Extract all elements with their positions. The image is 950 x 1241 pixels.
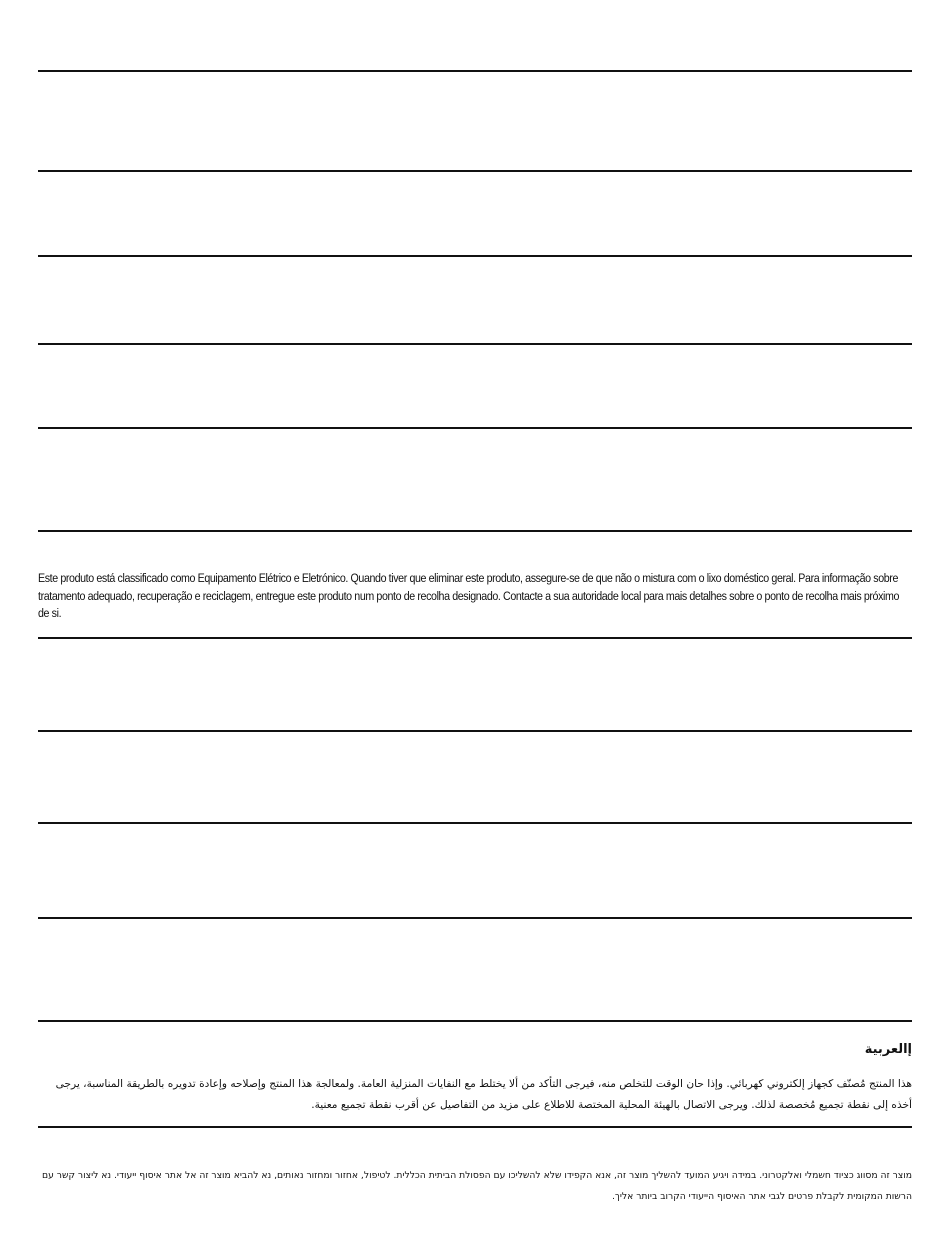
portuguese-disposal-notice: Este produto está classificado como Equipamento Elétrico e Eletrónico. Quando tiver que eliminar este produto, assegure-se de que não o mistura com o lixo doméstico geral. Para informação sobre tratamento adequado, recuperação e reciclagem, entregue este produto num ponto de recolha designado. Contacte a sua autoridade local para mais detalhes sobre o ponto de recolha mais próximo de si. bbox=[38, 571, 900, 620]
divider-10 bbox=[38, 917, 912, 919]
divider-5 bbox=[38, 427, 912, 429]
divider-6 bbox=[38, 530, 912, 532]
arabic-language-heading: إالعربية bbox=[864, 1042, 912, 1057]
divider-11 bbox=[38, 1020, 912, 1022]
divider-1 bbox=[38, 70, 912, 72]
divider-3 bbox=[38, 255, 912, 257]
arabic-disposal-notice: هذا المنتج مُصنّف كجهاز إلكتروني كهربائي. وإذا حان الوقت للتخلص منه، فيرجى التأكد من ألا يختلط مع النفايات المنزلية العامة. ولمعالجة هذا المنتج وإصلاحه وإعادة تدويره بالطريقة المناسبة، يرجى أخذه إلى نقطة تجميع مُخصصة لذلك. ويرجى الاتصال بالهيئة المحلية المختصة للاطلاع على مزيد من التفاصيل عن أقرب نقطة تجميع معنية. bbox=[55, 1078, 912, 1111]
divider-12 bbox=[38, 1126, 912, 1128]
divider-2 bbox=[38, 170, 912, 172]
divider-9 bbox=[38, 822, 912, 824]
divider-4 bbox=[38, 343, 912, 345]
divider-7 bbox=[38, 637, 912, 639]
hebrew-disposal-notice: מוצר זה מסווג כציוד חשמלי ואלקטרוני. במידה ויגיע המועד להשליך מוצר זה, אנא הקפידו שלא להשליכו עם הפסולת הביתית הכללית. לטיפול, אחזור ומחזור נאותים, נא להביא מוצר זה אל אתר איסוף ייעודי. נא ליצור קשר עם הרשות המקומית לקבלת פרטים לגבי אתר האיסוף הייעודי הקרוב ביותר אליך. bbox=[42, 1170, 912, 1202]
divider-8 bbox=[38, 730, 912, 732]
